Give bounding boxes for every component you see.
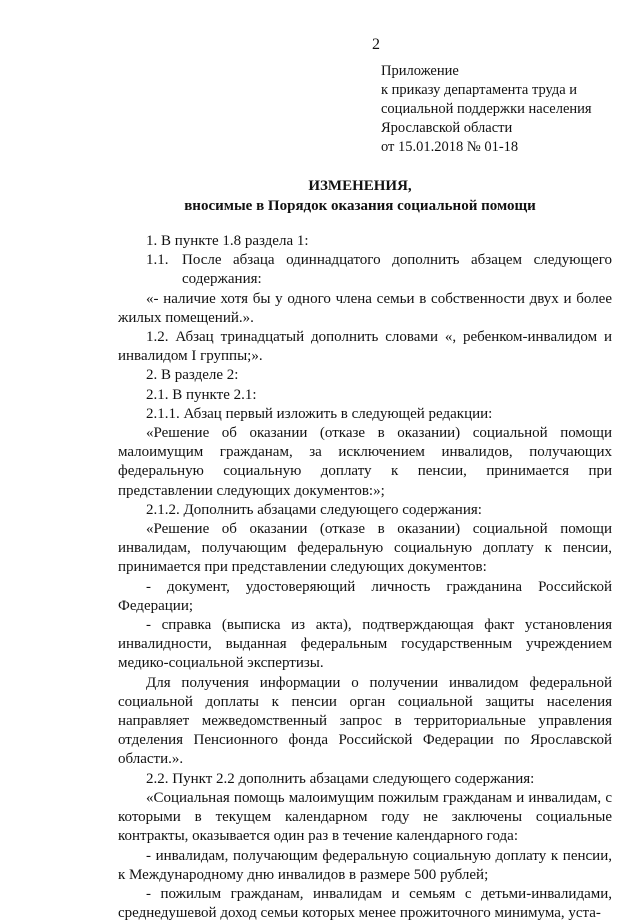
paragraph: «Решение об оказании (отказе в оказании) социальной помощи малоимущим гражданам, за исключением инвалидов, получающих федеральную социальную доплату к пенсии, принимается при представлении следующих документов:»; bbox=[118, 425, 612, 499]
paragraph-text: После абзаца одиннадцатого дополнить абзацем следующего содержания: bbox=[182, 252, 612, 288]
numbered-paragraph bbox=[118, 251, 612, 289]
paragraph: 1.2. Абзац тринадцатый дополнить словами «, ребенком-инвалидом и инвалидом I группы;». bbox=[118, 329, 612, 365]
appendix-line: к приказу департамента труда и bbox=[381, 82, 578, 98]
paragraph: «Решение об оказании (отказе в оказании) социальной помощи инвалидам, получающим федеральную социальную доплату к пенсии, принимается при представлении следующих документов: bbox=[118, 521, 612, 576]
paragraph: - пожилым гражданам, инвалидам и семьям с детьми-инвалидами, среднедушевой доход семьи которых менее прожиточного минимума, уста- bbox=[118, 885, 612, 922]
paragraph: - справка (выписка из акта), подтверждающая факт установления инвалидности, выданная федеральным государственным учреждением медико-социальной экспертизы. bbox=[118, 617, 612, 672]
paragraph: «- наличие хотя бы у одного члена семьи в собственности двух и более жилых помещений.». bbox=[118, 290, 612, 326]
paragraph: - документ, удостоверяющий личность гражданина Российской Федерации; bbox=[118, 578, 612, 614]
paragraph: 1. В пункте 1.8 раздела 1: bbox=[146, 233, 309, 249]
appendix-line: социальной поддержки населения bbox=[381, 101, 592, 117]
paragraph: «Социальная помощь малоимущим пожилым гражданам и инвалидам, с которыми в текущем календарном году не заключены социальные контракты, оказывается один раз в течение календарного года: bbox=[118, 789, 612, 845]
appendix-header bbox=[381, 62, 592, 157]
paragraph: 2.1.1. Абзац первый изложить в следующей редакции: bbox=[146, 405, 493, 422]
document-title: ИЗМЕНЕНИЯ, bbox=[308, 178, 412, 194]
paragraph: 2.2. Пункт 2.2 дополнить абзацами следующего содержания: bbox=[146, 770, 535, 787]
paragraph: 2.1. В пункте 2.1: bbox=[146, 386, 257, 403]
document-subtitle: вносимые в Порядок оказания социальной помощи bbox=[184, 198, 536, 214]
appendix-line: Приложение bbox=[381, 63, 459, 79]
paragraph-number: 1.1. bbox=[146, 252, 169, 269]
paragraph: 2.1.2. Дополнить абзацами следующего содержания: bbox=[146, 501, 482, 518]
paragraph: 2. В разделе 2: bbox=[146, 367, 239, 384]
appendix-line: от 15.01.2018 № 01-18 bbox=[381, 139, 519, 155]
page-number: 2 bbox=[372, 36, 380, 53]
document-body bbox=[118, 232, 612, 923]
paragraph: Для получения информации о получении инвалидом федеральной социальной доплаты к пенсии орган социальной защиты населения направляет межведомственный запрос в территориальные управления отделения Пенсионного фонда Российской Федерации по Ярославской области.». bbox=[118, 674, 612, 768]
appendix-line: Ярославской области bbox=[381, 120, 513, 136]
paragraph: - инвалидам, получающим федеральную социальную доплату к пенсии, к Международному дню инвалидов в размере 500 рублей; bbox=[118, 847, 612, 883]
